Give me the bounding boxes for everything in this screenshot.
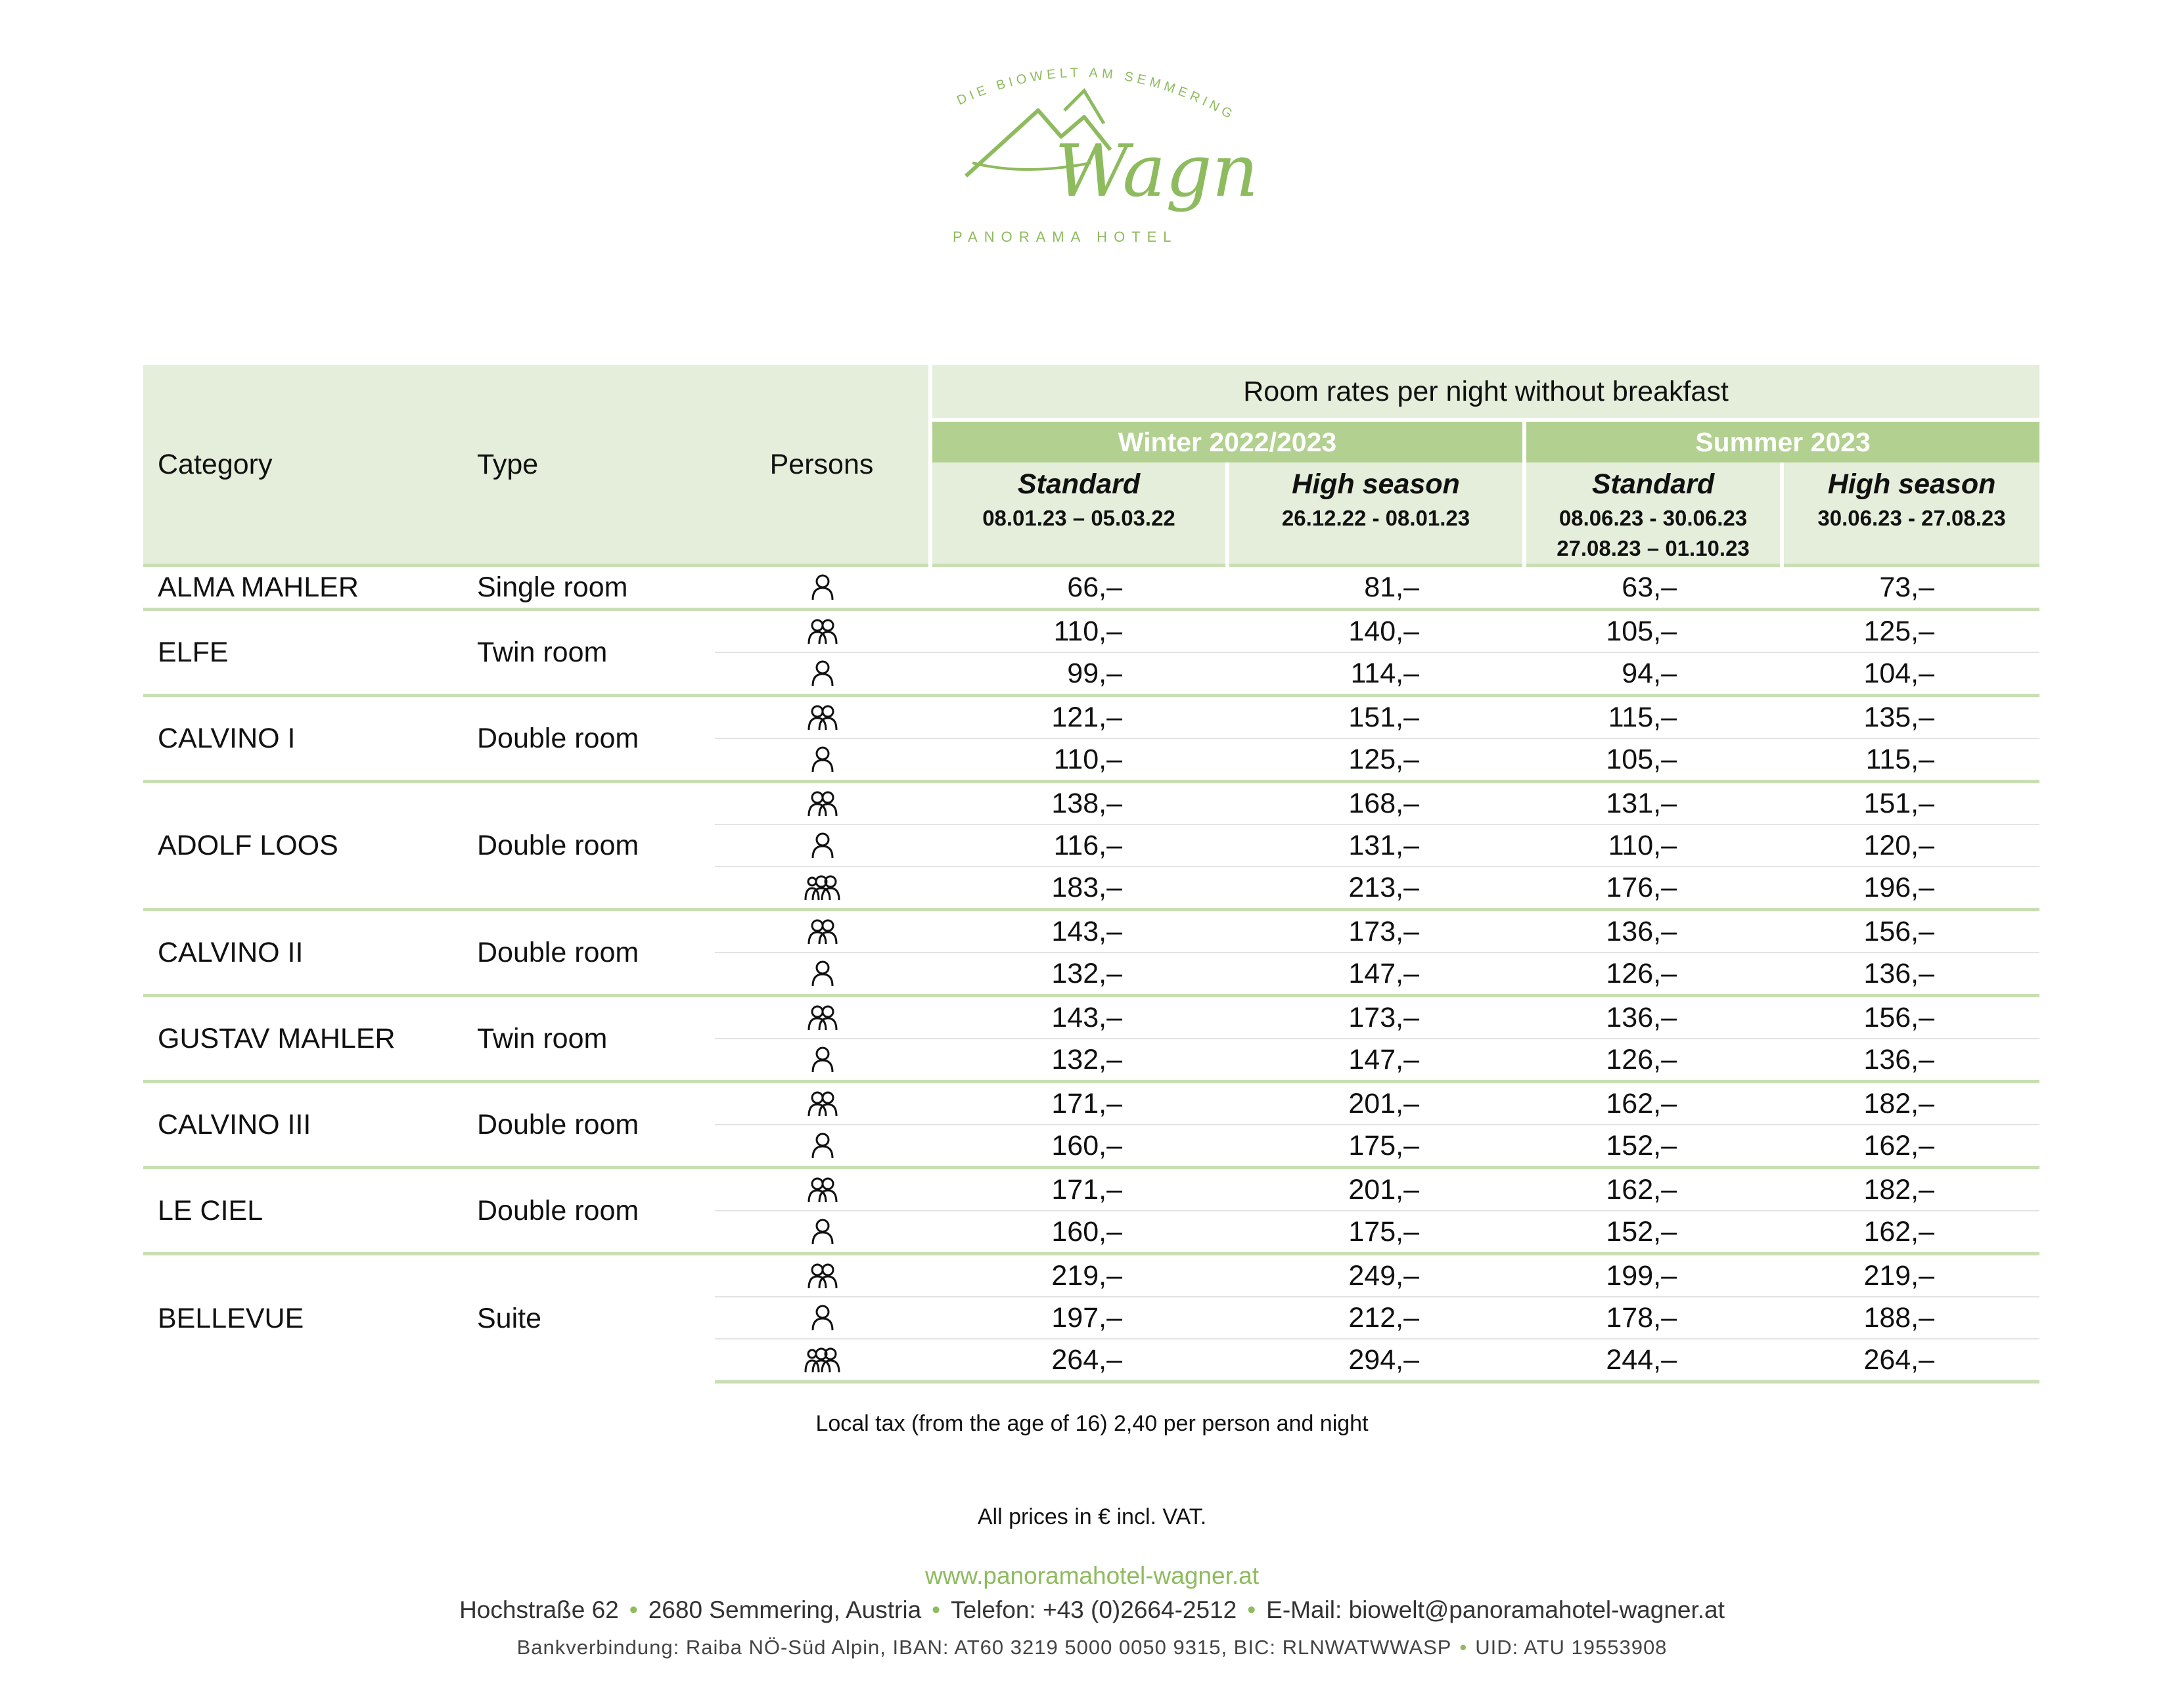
single-person-icon	[715, 566, 930, 610]
summer-high-price: 219,–	[1782, 1254, 2039, 1297]
winter-standard-price: 171,–	[930, 1082, 1227, 1125]
room-type: Double room	[463, 782, 715, 910]
header-summer: Summer 2023	[1524, 420, 2039, 462]
winter-standard-price: 116,–	[930, 824, 1227, 866]
room-type: Double room	[463, 1082, 715, 1168]
room-category: BELLEVUE	[143, 1254, 463, 1382]
summer-standard-price: 115,–	[1524, 696, 1782, 739]
winter-high-price: 114,–	[1227, 652, 1524, 696]
header-summer-high	[1782, 462, 2039, 566]
table-row	[143, 1254, 2039, 1297]
winter-high-label: High season	[1292, 468, 1460, 500]
summer-high-label: High season	[1827, 468, 1996, 500]
room-category: LE CIEL	[143, 1168, 463, 1254]
footer-address: Hochstraße 62	[459, 1596, 619, 1623]
table-row	[143, 566, 2039, 610]
header-category: Category	[143, 365, 463, 566]
single-person-icon	[715, 1125, 930, 1168]
summer-standard-label: Standard	[1591, 468, 1715, 500]
summer-standard-price: 152,–	[1524, 1211, 1782, 1254]
winter-high-price: 212,–	[1227, 1297, 1524, 1339]
summer-high-price: 264,–	[1782, 1339, 2039, 1382]
winter-standard-price: 99,–	[930, 652, 1227, 696]
summer-high-price: 136,–	[1782, 1039, 2039, 1082]
summer-standard-price: 176,–	[1524, 866, 1782, 910]
single-person-icon	[715, 1211, 930, 1254]
summer-high-price: 188,–	[1782, 1297, 2039, 1339]
room-type: Double room	[463, 1168, 715, 1254]
winter-high-price: 147,–	[1227, 953, 1524, 996]
summer-high-price: 73,–	[1782, 566, 2039, 610]
table-row	[143, 996, 2039, 1039]
svg-text:DIE BIOWELT AM SEMMERING	[955, 66, 1238, 124]
rates-table	[143, 365, 2039, 1383]
winter-standard-price: 264,–	[930, 1339, 1227, 1382]
header-persons: Persons	[715, 365, 930, 566]
summer-standard-price: 126,–	[1524, 953, 1782, 996]
rates-body	[143, 566, 2039, 1382]
summer-standard-price: 244,–	[1524, 1339, 1782, 1382]
room-category: ALMA MAHLER	[143, 566, 463, 610]
header-winter: Winter 2022/2023	[930, 420, 1524, 462]
room-type: Single room	[463, 566, 715, 610]
winter-standard-price: 143,–	[930, 910, 1227, 953]
room-category: GUSTAV MAHLER	[143, 996, 463, 1082]
summer-high-price: 151,–	[1782, 782, 2039, 825]
winter-high-price: 173,–	[1227, 910, 1524, 953]
table-row	[143, 782, 2039, 825]
two-persons-icon	[715, 610, 930, 653]
summer-high-price: 162,–	[1782, 1211, 2039, 1254]
winter-standard-price: 110,–	[930, 610, 1227, 653]
winter-high-price: 201,–	[1227, 1168, 1524, 1211]
footer-city: 2680 Semmering, Austria	[648, 1596, 922, 1623]
footer-phone: Telefon: +43 (0)2664-2512	[951, 1596, 1237, 1623]
two-persons-icon	[715, 1082, 930, 1125]
table-row	[143, 1168, 2039, 1211]
summer-high-price: 182,–	[1782, 1168, 2039, 1211]
table-row	[143, 610, 2039, 653]
footer-address-line: Hochstraße 62 • 2680 Semmering, Austria • Telefon: +43 (0)2664-2512 • E-Mail: biowelt@panoramahotel-wagner.at	[459, 1596, 1725, 1623]
summer-high-price: 115,–	[1782, 738, 2039, 782]
room-type: Twin room	[463, 610, 715, 696]
winter-high-price: 175,–	[1227, 1125, 1524, 1168]
winter-standard-price: 183,–	[930, 866, 1227, 910]
winter-standard-price: 197,–	[930, 1297, 1227, 1339]
summer-high-price: 136,–	[1782, 953, 2039, 996]
winter-standard-price: 171,–	[930, 1168, 1227, 1211]
summer-standard-price: 63,–	[1524, 566, 1782, 610]
summer-standard-price: 136,–	[1524, 996, 1782, 1039]
winter-standard-price: 143,–	[930, 996, 1227, 1039]
footer-bank: Bankverbindung: Raiba NÖ-Süd Alpin, IBAN: AT60 3219 5000 0050 9315, BIC: RLNWATWWASP	[516, 1636, 1452, 1659]
summer-standard-price: 178,–	[1524, 1297, 1782, 1339]
winter-high-price: 201,–	[1227, 1082, 1524, 1125]
local-tax-note: Local tax (from the age of 16) 2,40 per person and night	[815, 1411, 1369, 1436]
summer-standard-price: 199,–	[1524, 1254, 1782, 1297]
winter-high-price: 294,–	[1227, 1339, 1524, 1382]
two-persons-icon	[715, 910, 930, 953]
footer-uid: UID: ATU 19553908	[1475, 1636, 1668, 1659]
winter-high-dates: 26.12.22 - 08.01.23	[1281, 506, 1470, 530]
footer-bank-line: Bankverbindung: Raiba NÖ-Süd Alpin, IBAN: AT60 3219 5000 0050 9315, BIC: RLNWATWWASP • UID: ATU 19553908	[516, 1636, 1668, 1659]
winter-standard-price: 160,–	[930, 1211, 1227, 1254]
footer-website[interactable]: www.panoramahotel-wagner.at	[924, 1562, 1259, 1589]
summer-high-price: 156,–	[1782, 910, 2039, 953]
three-persons-icon	[715, 1339, 930, 1382]
summer-standard-price: 126,–	[1524, 1039, 1782, 1082]
summer-high-price: 120,–	[1782, 824, 2039, 866]
winter-high-price: 213,–	[1227, 866, 1524, 910]
winter-high-price: 81,–	[1227, 566, 1524, 610]
logo-subtitle: PANORAMA HOTEL	[953, 229, 1178, 245]
single-person-icon	[715, 1039, 930, 1082]
room-category: ELFE	[143, 610, 463, 696]
header-summer-standard	[1524, 462, 1782, 566]
summer-standard-price: 162,–	[1524, 1082, 1782, 1125]
winter-standard-price: 66,–	[930, 566, 1227, 610]
room-category: CALVINO I	[143, 696, 463, 782]
room-type: Suite	[463, 1254, 715, 1382]
summer-high-dates: 30.06.23 - 27.08.23	[1817, 506, 2006, 530]
table-row	[143, 696, 2039, 739]
logo-name: Wagn	[1055, 129, 1259, 213]
header-type: Type	[463, 365, 715, 566]
hotel-logo	[946, 64, 1262, 255]
vat-note: All prices in € incl. VAT.	[977, 1504, 1207, 1529]
winter-standard-label: Standard	[1017, 468, 1141, 500]
single-person-icon	[715, 953, 930, 996]
room-category: ADOLF LOOS	[143, 782, 463, 910]
summer-high-price: 196,–	[1782, 866, 2039, 910]
room-type: Twin room	[463, 996, 715, 1082]
summer-high-price: 135,–	[1782, 696, 2039, 739]
summer-standard-price: 152,–	[1524, 1125, 1782, 1168]
summer-high-price: 104,–	[1782, 652, 2039, 696]
winter-high-price: 125,–	[1227, 738, 1524, 782]
summer-standard-dates-2: 27.08.23 – 01.10.23	[1557, 536, 1750, 560]
summer-high-price: 125,–	[1782, 610, 2039, 653]
winter-high-price: 151,–	[1227, 696, 1524, 739]
summer-standard-price: 136,–	[1524, 910, 1782, 953]
summer-standard-dates-1: 08.06.23 - 30.06.23	[1558, 506, 1748, 530]
two-persons-icon	[715, 996, 930, 1039]
winter-high-price: 140,–	[1227, 610, 1524, 653]
room-type: Double room	[463, 696, 715, 782]
winter-standard-price: 160,–	[930, 1125, 1227, 1168]
winter-high-price: 173,–	[1227, 996, 1524, 1039]
room-type: Double room	[463, 910, 715, 996]
winter-high-price: 147,–	[1227, 1039, 1524, 1082]
header-winter-standard	[930, 462, 1227, 566]
summer-high-price: 182,–	[1782, 1082, 2039, 1125]
two-persons-icon	[715, 782, 930, 825]
two-persons-icon	[715, 1168, 930, 1211]
room-category: CALVINO III	[143, 1082, 463, 1168]
single-person-icon	[715, 652, 930, 696]
single-person-icon	[715, 738, 930, 782]
winter-standard-price: 121,–	[930, 696, 1227, 739]
two-persons-icon	[715, 696, 930, 739]
summer-high-price: 162,–	[1782, 1125, 2039, 1168]
room-category: CALVINO II	[143, 910, 463, 996]
summer-high-price: 156,–	[1782, 996, 2039, 1039]
table-row	[143, 1082, 2039, 1125]
winter-standard-price: 219,–	[930, 1254, 1227, 1297]
summer-standard-price: 162,–	[1524, 1168, 1782, 1211]
header-winter-high	[1227, 462, 1524, 566]
winter-standard-dates: 08.01.23 – 05.03.22	[982, 506, 1175, 530]
summer-standard-price: 105,–	[1524, 738, 1782, 782]
winter-high-price: 131,–	[1227, 824, 1524, 866]
summer-standard-price: 110,–	[1524, 824, 1782, 866]
two-persons-icon	[715, 1254, 930, 1297]
winter-standard-price: 138,–	[930, 782, 1227, 825]
summer-standard-price: 94,–	[1524, 652, 1782, 696]
header-rates-title: Room rates per night without breakfast	[930, 365, 2039, 420]
winter-high-price: 168,–	[1227, 782, 1524, 825]
logo-tagline: DIE BIOWELT AM SEMMERING	[955, 65, 1239, 124]
winter-standard-price: 132,–	[930, 953, 1227, 996]
summer-standard-price: 105,–	[1524, 610, 1782, 653]
single-person-icon	[715, 824, 930, 866]
winter-high-price: 249,–	[1227, 1254, 1524, 1297]
single-person-icon	[715, 1297, 930, 1339]
footer-email[interactable]: E-Mail: biowelt@panoramahotel-wagner.at	[1266, 1596, 1725, 1623]
table-row	[143, 910, 2039, 953]
summer-standard-price: 131,–	[1524, 782, 1782, 825]
winter-high-price: 175,–	[1227, 1211, 1524, 1254]
winter-standard-price: 110,–	[930, 738, 1227, 782]
three-persons-icon	[715, 866, 930, 910]
winter-standard-price: 132,–	[930, 1039, 1227, 1082]
